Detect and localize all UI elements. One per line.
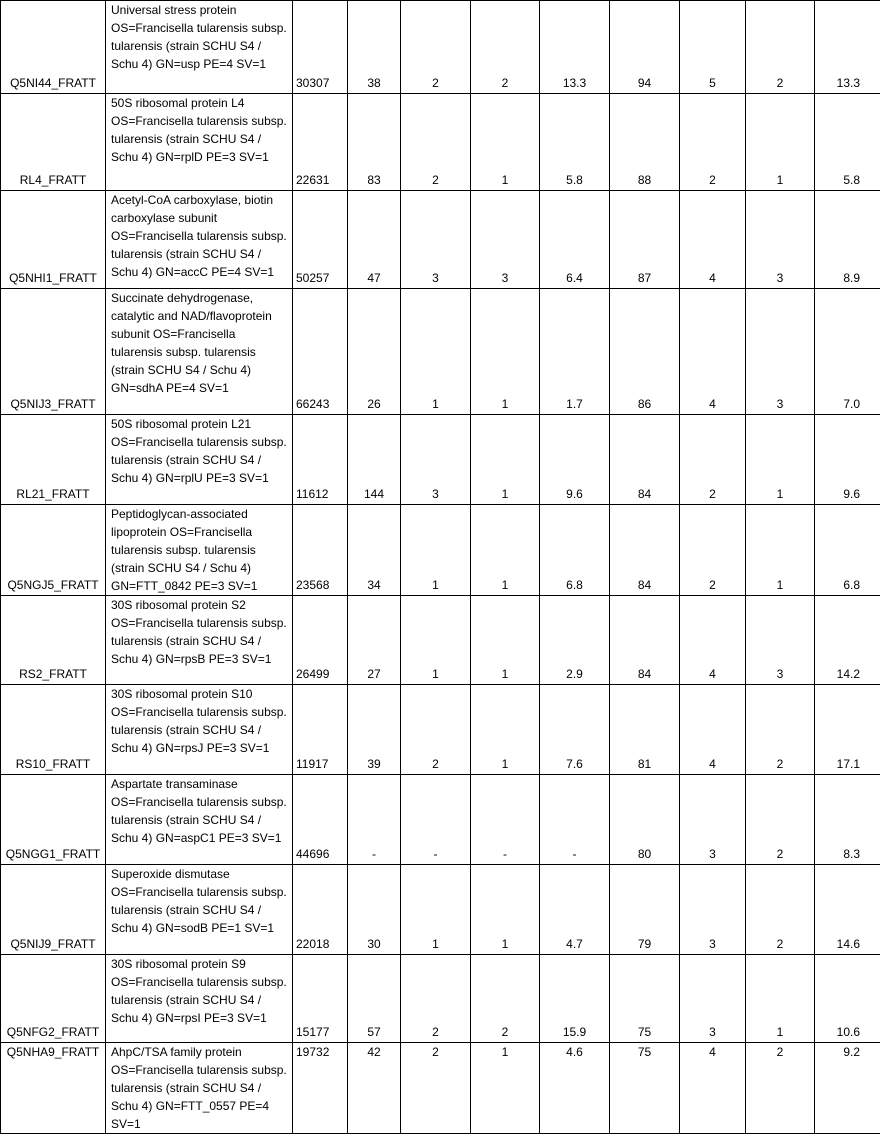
value-cell-2: 2 <box>401 685 471 775</box>
value-cell-4: 2.9 <box>540 596 610 685</box>
value-cell-1: 27 <box>348 596 401 685</box>
value-cell-6: 3 <box>680 865 746 955</box>
value-cell-1: 26 <box>348 289 401 415</box>
protein-id: Q5NI44_FRATT <box>1 1 106 94</box>
value-cell-5: 84 <box>610 505 680 596</box>
value-cell-6: 3 <box>680 955 746 1043</box>
value-cell-1: 38 <box>348 1 401 94</box>
protein-id: Q5NFG2_FRATT <box>1 955 106 1043</box>
value-cell-8: 14.6 <box>815 865 880 955</box>
value-cell-1: 39 <box>348 685 401 775</box>
value-cell-6: 4 <box>680 685 746 775</box>
value-cell-3: 1 <box>471 1043 540 1134</box>
protein-id: RL21_FRATT <box>1 415 106 505</box>
value-cell-1: 47 <box>348 191 401 289</box>
value-cell-1: 30 <box>348 865 401 955</box>
protein-description: 50S ribosomal protein L4 OS=Francisella tularensis subsp. tularensis (strain SCHU S4 / Schu 4) GN=rplD PE=3 SV=1 <box>106 94 293 191</box>
molecular-mass: 30307 <box>293 1 348 94</box>
value-cell-8: 5.8 <box>815 94 880 191</box>
molecular-mass: 22631 <box>293 94 348 191</box>
table-row <box>1 865 880 955</box>
value-cell-3: 1 <box>471 505 540 596</box>
molecular-mass: 11917 <box>293 685 348 775</box>
protein-description: Superoxide dismutase OS=Francisella tularensis subsp. tularensis (strain SCHU S4 / Schu 4) GN=sodB PE=1 SV=1 <box>106 865 293 955</box>
protein-id: Q5NHA9_FRATT <box>1 1043 106 1134</box>
protein-description: Peptidoglycan-associated lipoprotein OS=Francisella tularensis subsp. tularensis (strain SCHU S4 / Schu 4) GN=FTT_0842 PE=3 SV=1 <box>106 505 293 596</box>
protein-id: RS10_FRATT <box>1 685 106 775</box>
value-cell-8: 8.9 <box>815 191 880 289</box>
protein-id: Q5NGG1_FRATT <box>1 775 106 865</box>
value-cell-7: 1 <box>746 955 815 1043</box>
value-cell-3: 2 <box>471 955 540 1043</box>
protein-description: Succinate dehydrogenase, catalytic and NAD/flavoprotein subunit OS=Francisella tularensis subsp. tularensis (strain SCHU S4 / Schu 4) GN=sdhA PE=4 SV=1 <box>106 289 293 415</box>
value-cell-6: 5 <box>680 1 746 94</box>
value-cell-8: 6.8 <box>815 505 880 596</box>
value-cell-8: 10.6 <box>815 955 880 1043</box>
value-cell-5: 80 <box>610 775 680 865</box>
value-cell-5: 81 <box>610 685 680 775</box>
value-cell-6: 4 <box>680 289 746 415</box>
value-cell-8: 14.2 <box>815 596 880 685</box>
protein-id: RS2_FRATT <box>1 596 106 685</box>
value-cell-5: 84 <box>610 415 680 505</box>
value-cell-1: 83 <box>348 94 401 191</box>
protein-description: 30S ribosomal protein S10 OS=Francisella tularensis subsp. tularensis (strain SCHU S4 / Schu 4) GN=rpsJ PE=3 SV=1 <box>106 685 293 775</box>
value-cell-6: 4 <box>680 596 746 685</box>
table-row <box>1 289 880 415</box>
value-cell-4: 13.3 <box>540 1 610 94</box>
value-cell-8: 7.0 <box>815 289 880 415</box>
table-row <box>1 191 880 289</box>
value-cell-2: 1 <box>401 289 471 415</box>
value-cell-3: 1 <box>471 596 540 685</box>
value-cell-7: 2 <box>746 685 815 775</box>
table-row <box>1 955 880 1043</box>
value-cell-3: 1 <box>471 685 540 775</box>
molecular-mass: 11612 <box>293 415 348 505</box>
molecular-mass: 23568 <box>293 505 348 596</box>
molecular-mass: 50257 <box>293 191 348 289</box>
table-row <box>1 505 880 596</box>
value-cell-1: - <box>348 775 401 865</box>
value-cell-7: 2 <box>746 1 815 94</box>
value-cell-4: 6.8 <box>540 505 610 596</box>
value-cell-2: 3 <box>401 415 471 505</box>
value-cell-5: 79 <box>610 865 680 955</box>
value-cell-7: 2 <box>746 1043 815 1134</box>
value-cell-6: 2 <box>680 94 746 191</box>
value-cell-1: 57 <box>348 955 401 1043</box>
table-row <box>1 1 880 94</box>
value-cell-2: 2 <box>401 1043 471 1134</box>
value-cell-8: 8.3 <box>815 775 880 865</box>
protein-description: Universal stress protein OS=Francisella tularensis subsp. tularensis (strain SCHU S4 / Schu 4) GN=usp PE=4 SV=1 <box>106 1 293 94</box>
value-cell-6: 3 <box>680 775 746 865</box>
value-cell-3: - <box>471 775 540 865</box>
protein-id: Q5NHI1_FRATT <box>1 191 106 289</box>
value-cell-2: 1 <box>401 865 471 955</box>
value-cell-4: - <box>540 775 610 865</box>
value-cell-4: 7.6 <box>540 685 610 775</box>
value-cell-5: 84 <box>610 596 680 685</box>
value-cell-7: 1 <box>746 505 815 596</box>
value-cell-2: - <box>401 775 471 865</box>
value-cell-7: 3 <box>746 191 815 289</box>
value-cell-5: 94 <box>610 1 680 94</box>
value-cell-3: 3 <box>471 191 540 289</box>
value-cell-2: 2 <box>401 94 471 191</box>
table-row <box>1 415 880 505</box>
value-cell-1: 34 <box>348 505 401 596</box>
value-cell-8: 13.3 <box>815 1 880 94</box>
protein-description: 30S ribosomal protein S2 OS=Francisella tularensis subsp. tularensis (strain SCHU S4 / Schu 4) GN=rpsB PE=3 SV=1 <box>106 596 293 685</box>
value-cell-3: 1 <box>471 94 540 191</box>
value-cell-3: 1 <box>471 415 540 505</box>
protein-id: Q5NIJ3_FRATT <box>1 289 106 415</box>
protein-id: Q5NIJ9_FRATT <box>1 865 106 955</box>
value-cell-5: 88 <box>610 94 680 191</box>
value-cell-7: 1 <box>746 415 815 505</box>
value-cell-3: 2 <box>471 1 540 94</box>
molecular-mass: 15177 <box>293 955 348 1043</box>
table-row <box>1 596 880 685</box>
value-cell-5: 75 <box>610 1043 680 1134</box>
table-row <box>1 685 880 775</box>
value-cell-7: 3 <box>746 289 815 415</box>
value-cell-3: 1 <box>471 289 540 415</box>
value-cell-8: 9.2 <box>815 1043 880 1134</box>
table-row <box>1 775 880 865</box>
protein-description: Acetyl-CoA carboxylase, biotin carboxylase subunit OS=Francisella tularensis subsp. tularensis (strain SCHU S4 / Schu 4) GN=accC PE=4 SV=1 <box>106 191 293 289</box>
value-cell-2: 1 <box>401 596 471 685</box>
value-cell-7: 3 <box>746 596 815 685</box>
protein-description: 50S ribosomal protein L21 OS=Francisella tularensis subsp. tularensis (strain SCHU S4 / Schu 4) GN=rplU PE=3 SV=1 <box>106 415 293 505</box>
table-row <box>1 94 880 191</box>
molecular-mass: 19732 <box>293 1043 348 1134</box>
protein-id: RL4_FRATT <box>1 94 106 191</box>
value-cell-1: 144 <box>348 415 401 505</box>
value-cell-5: 87 <box>610 191 680 289</box>
value-cell-4: 4.6 <box>540 1043 610 1134</box>
value-cell-4: 5.8 <box>540 94 610 191</box>
molecular-mass: 44696 <box>293 775 348 865</box>
molecular-mass: 22018 <box>293 865 348 955</box>
table-row <box>1 1043 880 1134</box>
molecular-mass: 66243 <box>293 289 348 415</box>
value-cell-2: 1 <box>401 505 471 596</box>
value-cell-7: 2 <box>746 865 815 955</box>
value-cell-6: 4 <box>680 191 746 289</box>
value-cell-6: 2 <box>680 415 746 505</box>
value-cell-4: 1.7 <box>540 289 610 415</box>
value-cell-4: 6.4 <box>540 191 610 289</box>
protein-id: Q5NGJ5_FRATT <box>1 505 106 596</box>
value-cell-1: 42 <box>348 1043 401 1134</box>
protein-table-body <box>1 1 880 1134</box>
value-cell-5: 86 <box>610 289 680 415</box>
molecular-mass: 26499 <box>293 596 348 685</box>
value-cell-6: 2 <box>680 505 746 596</box>
protein-description: AhpC/TSA family protein OS=Francisella tularensis subsp. tularensis (strain SCHU S4 / Schu 4) GN=FTT_0557 PE=4 SV=1 <box>106 1043 293 1134</box>
value-cell-3: 1 <box>471 865 540 955</box>
value-cell-5: 75 <box>610 955 680 1043</box>
protein-description: 30S ribosomal protein S9 OS=Francisella tularensis subsp. tularensis (strain SCHU S4 / Schu 4) GN=rpsI PE=3 SV=1 <box>106 955 293 1043</box>
value-cell-7: 2 <box>746 775 815 865</box>
value-cell-6: 4 <box>680 1043 746 1134</box>
value-cell-4: 4.7 <box>540 865 610 955</box>
value-cell-2: 2 <box>401 955 471 1043</box>
value-cell-4: 15.9 <box>540 955 610 1043</box>
value-cell-8: 17.1 <box>815 685 880 775</box>
value-cell-4: 9.6 <box>540 415 610 505</box>
protein-description: Aspartate transaminase OS=Francisella tularensis subsp. tularensis (strain SCHU S4 / Schu 4) GN=aspC1 PE=3 SV=1 <box>106 775 293 865</box>
value-cell-7: 1 <box>746 94 815 191</box>
value-cell-8: 9.6 <box>815 415 880 505</box>
value-cell-2: 3 <box>401 191 471 289</box>
value-cell-2: 2 <box>401 1 471 94</box>
